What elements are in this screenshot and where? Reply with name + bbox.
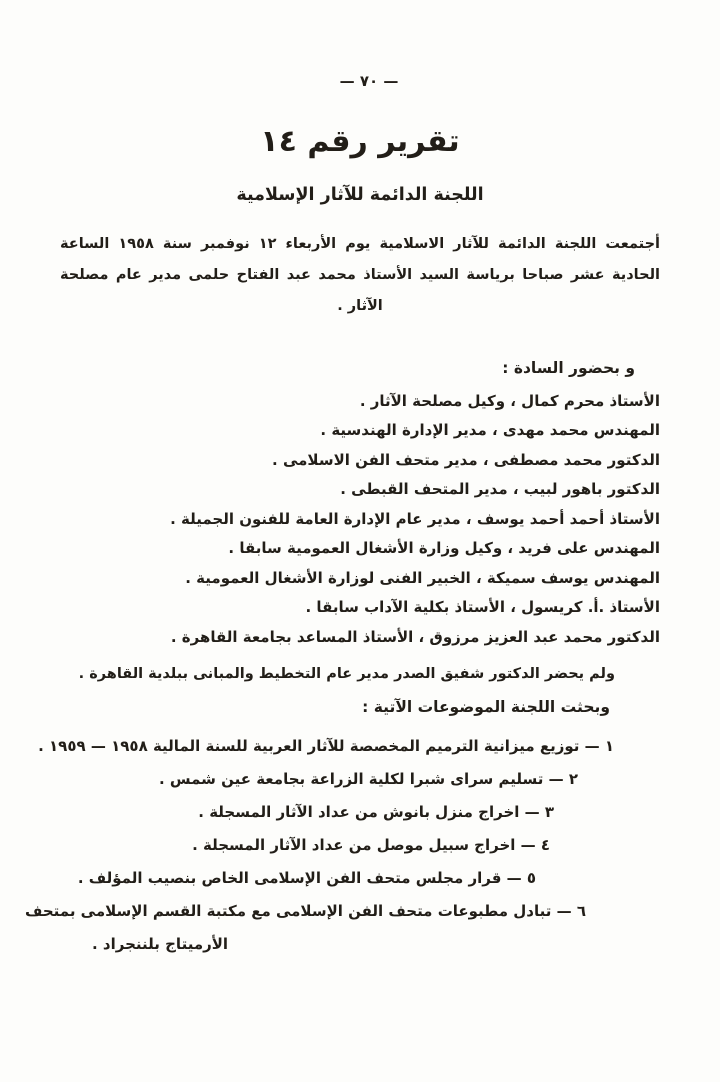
attendance-heading: و بحضور السادة : — [502, 358, 635, 377]
agenda-item: ٢ — تسليم سراى شبرا لكلية الزراعة بجامعة عين شمس . — [158, 770, 578, 789]
absence-note: ولم يحضر الدكتور شفيق الصدر مدير عام التخطيط والمبانى ببلدية القاهرة . — [78, 666, 615, 683]
committee-name-subtitle: اللجنة الدائمة للآثار الإسلامية — [236, 185, 484, 205]
attendee-item: المهندس يوسف سميكة ، الخبير الفنى لوزارة الأشغال العمومية . — [185, 568, 660, 587]
attendee-item: الدكتور محمد عبد العزيز مرزوق ، الأستاذ المساعد بجامعة القاهرة . — [170, 627, 660, 646]
attendee-item: الدكتور محمد مصطفى ، مدير متحف الفن الاسلامى . — [272, 450, 660, 469]
attendee-item: الأستاذ .أ. كريسول ، الأستاذ بكلية الآداب سابقا . — [305, 598, 660, 617]
meeting-intro-paragraph: أجتمعت اللجنة الدائمة للآثار الاسلامية يوم الأربعاء ١٢ نوفمبر سنة ١٩٥٨ الساعة الحادية عشر صباحا برياسة السيد الأستاذ محمد عبد الفتاح حلمى مدير عام مصلحة الآثار . — [60, 236, 661, 315]
agenda-list — [24, 730, 660, 961]
agenda-item: ٤ — اخراج سبيل موصل من عداد الآثار المسجلة . — [192, 836, 550, 855]
agenda-item-first-line: ٦ — تبادل مطبوعات متحف الفن الإسلامى مع مكتبة القسم الإسلامى بمتحف — [24, 902, 586, 921]
report-title: تقرير رقم ١٤ — [260, 124, 460, 159]
page-number: — ٧٠ — — [339, 72, 399, 90]
attendee-item: الأستاذ أحمد أحمد يوسف ، مدير عام الإدارة العامة للفنون الجميلة . — [170, 509, 660, 528]
attendee-item: المهندس محمد مهدى ، مدير الإدارة الهندسية . — [320, 421, 660, 440]
agenda-item: ١ — توزيع ميزانية الترميم المخصصة للآثار العربية للسنة المالية ١٩٥٨ — ١٩٥٩ . — [38, 737, 614, 756]
agenda-heading: وبحثت اللجنة الموضوعات الآتية : — [362, 698, 610, 717]
attendee-item: الدكتور باهور لبيب ، مدير المتحف القبطى . — [340, 480, 660, 499]
attendee-list — [60, 387, 660, 653]
agenda-item-continuation-line: الأرميتاج بلننجراد . — [92, 935, 229, 954]
attendee-item: الأستاذ محرم كمال ، وكيل مصلحة الآثار . — [359, 391, 660, 410]
agenda-item: ٣ — اخراج منزل بانوش من عداد الآثار المسجلة . — [198, 803, 554, 822]
agenda-item — [24, 895, 660, 961]
agenda-item: ٥ — قرار مجلس متحف الفن الإسلامى الخاص بنصيب المؤلف . — [77, 869, 536, 888]
attendee-item: المهندس على فريد ، وكيل وزارة الأشغال العمومية سابقا . — [228, 539, 660, 558]
